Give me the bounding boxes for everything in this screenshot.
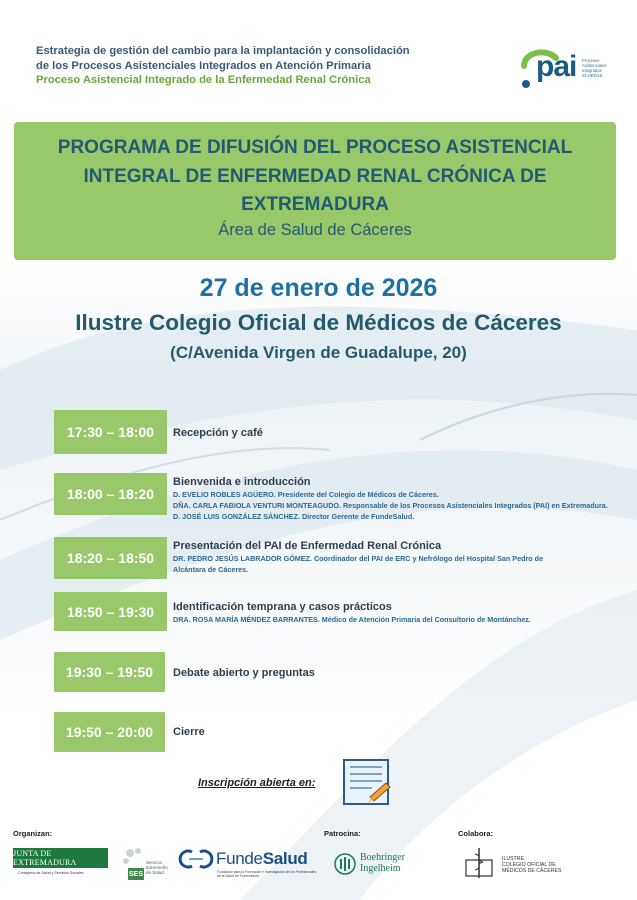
boehringer-line-1: Boehringer: [360, 852, 405, 863]
header-line-2: de los Procesos Asistenciales Integrados en Atención Primaria: [36, 59, 371, 72]
header-line-3: Proceso Asistencial Integrado de la Enfermedad Renal Crónica: [36, 74, 371, 86]
ses-text-3: de Salud: [146, 870, 164, 876]
agenda-item-4: [173, 600, 531, 625]
collaborate-label: Colabora:: [458, 829, 494, 838]
pai-logo-word: pai: [536, 50, 577, 83]
colegio-medicos-text: [502, 856, 561, 875]
agenda-title-6: Cierre: [173, 726, 205, 738]
header-line-1: Estrategia de gestión del cambio para la implantación y consolidación: [36, 45, 410, 57]
pai-logo-subtitle: Procesos Asistenciales Integrados SCHEDAS: [582, 58, 607, 78]
agenda-time-1: 17:30 – 18:00: [54, 410, 167, 454]
agenda-title-1: Recepción y café: [173, 427, 263, 439]
agenda-time-2: 18:00 – 18:20: [54, 473, 167, 515]
junta-extremadura-logo: JUNTA DE EXTREMADURA: [13, 848, 108, 868]
agenda-time-3: 18:20 – 18:50: [54, 537, 167, 579]
agenda-time-6: 19:50 – 20:00: [54, 712, 165, 752]
banner-subtitle: Área de Salud de Cáceres: [218, 221, 412, 239]
agenda-time-4: 18:50 – 19:30: [54, 592, 167, 631]
agenda-detail-2-1: D. EVELIO ROBLES AGÜERO. Presidente del Colegio de Médicos de Cáceres.: [173, 490, 439, 499]
fundesalud-icon: [178, 848, 214, 870]
event-date: 27 de enero de 2026: [199, 274, 438, 302]
agenda-time-5: 19:30 – 19:50: [54, 652, 165, 692]
inscription-label: Inscripción abierta en:: [198, 777, 316, 789]
agenda-item-1: [173, 426, 263, 440]
sponsor-label: Patrocina:: [324, 829, 361, 838]
colegio-line-2: COLEGIO OFICIAL DE: [502, 862, 556, 869]
ses-text-2: Extremeño: [146, 865, 168, 871]
junta-extremadura-subtitle: Consejería de Salud y Servicios Sociales: [18, 871, 84, 875]
agenda-item-6: [173, 725, 205, 739]
boehringer-icon: [334, 853, 356, 875]
colegio-medicos-icon: [462, 846, 496, 880]
agenda-title-2: Bienvenida e introducción: [173, 476, 311, 488]
boehringer-text: [360, 852, 405, 874]
ses-badge: SES: [129, 871, 144, 878]
colegio-line-3: MÉDICOS DE CÁCERES: [502, 868, 562, 875]
agenda-detail-2-2: DÑA. CARLA FABIOLA VENTURI MONTEAGUDO. Responsable de los Procesos Asistenciales Integrados (PAI) en Extremadura.: [173, 501, 608, 510]
agenda-item-2: [173, 475, 608, 522]
organize-label: Organizan:: [13, 829, 53, 838]
agenda-item-5: [173, 666, 315, 680]
title-banner: [14, 122, 616, 260]
banner-title: PROGRAMA DE DIFUSIÓN DEL PROCESO ASISTENCIAL INTEGRAL DE ENFERMEDAD RENAL CRÓNICA DE EXTREMADURA: [57, 137, 573, 215]
fundesalud-name-b: Salud: [262, 849, 308, 868]
fundesalud-name-a: Funde: [216, 849, 263, 868]
colegio-line-1: ILUSTRE: [502, 856, 524, 862]
agenda-title-4: Identificación temprana y casos prácticos: [173, 601, 392, 613]
ses-text-1: Servicio: [146, 860, 163, 865]
agenda-title-3: Presentación del PAI de Enfermedad Renal Crónica: [173, 540, 442, 552]
agenda-title-5: Debate abierto y preguntas: [173, 667, 315, 679]
fundesalud-subtitle: Fundación para la Formación e Investigación de los Profesionales de la Salud de Extremadura: [217, 870, 317, 879]
agenda-detail-2-3: D. JOSÉ LUIS GONZÁLEZ SÁNCHEZ. Director Gerente de FundeSalud.: [173, 512, 415, 521]
fundesalud-name: [216, 849, 308, 869]
boehringer-line-2: Ingelheim: [360, 863, 401, 874]
event-address: (C/Avenida Virgen de Guadalupe, 20): [170, 343, 467, 362]
ses-text: [146, 860, 168, 876]
registration-form-icon[interactable]: [342, 757, 394, 809]
agenda-item-3: [173, 539, 543, 575]
agenda-detail-3-1: DR. PEDRO JESÚS LABRADOR GÓMEZ. Coordinador del PAI de ERC y Nefrólogo del Hospital San Pedro de: [173, 554, 544, 563]
agenda-detail-3-2: Alcántara de Cáceres.: [173, 565, 249, 574]
header-block: [36, 44, 476, 88]
agenda-detail-4-1: DRA. ROSA MARÍA MÉNDEZ BARRANTES. Médico de Atención Primaria del Consultorio de Montánchez.: [173, 615, 531, 624]
event-venue: Ilustre Colegio Oficial de Médicos de Cáceres: [75, 310, 562, 335]
